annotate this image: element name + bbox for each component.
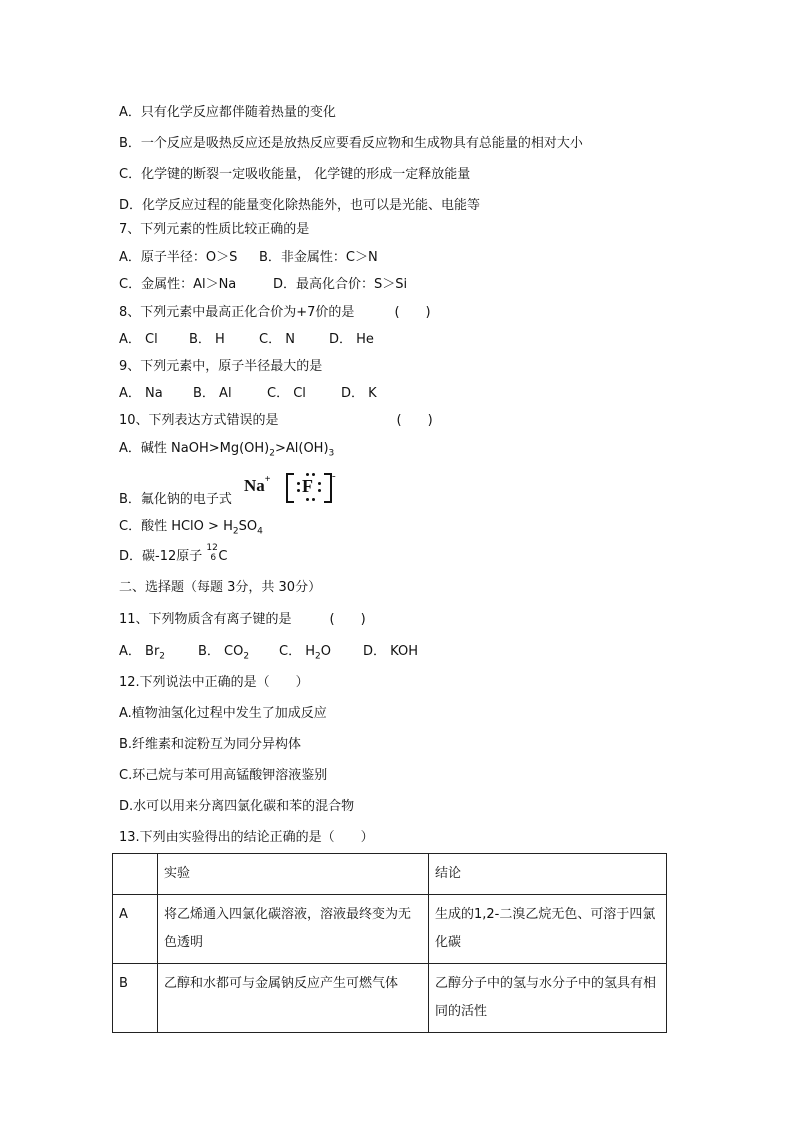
- q11-option-b-text: B． CO: [198, 644, 244, 659]
- table-row: [113, 964, 667, 1033]
- q12-option-a: A.植物油氢化过程中发生了加成反应: [119, 706, 327, 721]
- q8-answer-bracket: ( ): [394, 305, 431, 320]
- table-header-row: [113, 854, 667, 895]
- q7-options-row2: [119, 276, 407, 294]
- q10-option-a: [119, 440, 334, 458]
- carbon-symbol: C: [218, 549, 228, 564]
- subscript: 2: [232, 526, 239, 537]
- q10-option-b: B．氟化钠的电子式: [119, 492, 232, 507]
- q11-option-c-text: C． H: [279, 644, 315, 659]
- table-row: [113, 895, 667, 964]
- q6-option-a: A．只有化学反应都伴随着热量的变化: [119, 105, 336, 120]
- sodium-symbol-text: Na: [244, 476, 265, 495]
- sodium-symbol: [244, 476, 270, 496]
- electron-dot: [297, 489, 300, 492]
- q12-stem: 12.下列说法中正确的是（ ）: [119, 675, 309, 690]
- q7-option-c: C．金属性：Al＞Na: [119, 277, 237, 292]
- electron-dot: [297, 482, 300, 485]
- q8-stem: 8、下列元素中最高正化合价为+7价的是: [119, 305, 355, 320]
- q10-option-d-text: D．碳-12原子: [119, 549, 207, 564]
- table-cell: 将乙烯通入四氯化碳溶液，溶液最终变为无色透明: [158, 895, 429, 964]
- q10-option-a-text-2: >Al(OH): [274, 441, 329, 456]
- q8-option-b: B． H: [189, 332, 225, 347]
- left-bracket: [286, 473, 294, 503]
- q8-options: [119, 331, 374, 349]
- atomic-number: 6: [210, 553, 217, 563]
- electron-dot: [306, 498, 309, 501]
- table-cell: A: [113, 895, 158, 964]
- q11-option-c-text-2: O: [320, 644, 331, 659]
- q8-option-d: D． He: [329, 332, 374, 347]
- q10-stem-line: [119, 412, 433, 430]
- q8-stem-line: [119, 304, 431, 322]
- q7-stem: 7、下列元素的性质比较正确的是: [119, 222, 310, 237]
- q11-answer-bracket: ( ): [329, 612, 366, 627]
- q10-option-c-text-2: SO: [238, 519, 258, 534]
- q11-option-a-text: A． Br: [119, 644, 160, 659]
- q12-option-c: C.环己烷与苯可用高锰酸钾溶液鉴别: [119, 768, 328, 783]
- right-bracket: [324, 473, 332, 503]
- q6-option-b: B．一个反应是吸热反应还是放热反应要看反应物和生成物具有总能量的相对大小: [119, 136, 583, 151]
- subscript: 4: [257, 526, 263, 537]
- q7-option-b: B．非金属性：C＞N: [259, 250, 378, 265]
- q9-option-a: A． Na: [119, 386, 163, 401]
- q11-options: [119, 643, 418, 661]
- electron-dot: [312, 498, 315, 501]
- q9-stem: 9、下列元素中，原子半径最大的是: [119, 359, 323, 374]
- q8-option-a: A． Cl: [119, 332, 158, 347]
- q11-option-c: [279, 643, 363, 661]
- q9-option-c: C． Cl: [267, 386, 306, 401]
- q10-option-c-text: C．酸性 HClO > H: [119, 519, 233, 534]
- table-cell: 乙醇分子中的氢与水分子中的氢具有相同的活性: [429, 964, 667, 1033]
- fluorine-symbol: F: [302, 476, 313, 496]
- q7-option-a: A．原子半径：O＞S: [119, 250, 238, 265]
- q9-options: [119, 385, 377, 403]
- q10-option-a-text: A．碱性 NaOH>Mg(OH): [119, 441, 270, 456]
- table-cell: 生成的1,2-二溴乙烷无色、可溶于四氯化碳: [429, 895, 667, 964]
- subscript: 2: [243, 651, 250, 662]
- q10-option-c: [119, 518, 263, 536]
- q6-option-c: C．化学键的断裂一定吸收能量， 化学键的形成一定释放能量: [119, 167, 471, 182]
- electron-dot: [318, 482, 321, 485]
- subscript: 2: [315, 651, 321, 662]
- q10-option-d: [119, 543, 228, 566]
- q13-stem: 13.下列由实验得出的结论正确的是（ ）: [119, 830, 374, 845]
- table-cell: B: [113, 964, 158, 1033]
- subscript: 2: [159, 651, 166, 662]
- q9-option-b: B． Al: [193, 386, 232, 401]
- q12-option-d: D.水可以用来分离四氯化碳和苯的混合物: [119, 799, 355, 814]
- q9-option-d: D． K: [341, 386, 377, 401]
- section-2-heading: 二、选择题（每题 3分，共 30分）: [119, 580, 322, 595]
- q11-option-d: D． KOH: [363, 644, 418, 659]
- subscript: 2: [269, 448, 275, 459]
- q13-results-table: [112, 853, 667, 1033]
- q10-answer-bracket: ( ): [396, 413, 433, 428]
- electron-dot: [312, 473, 315, 476]
- q7-options-row1: [119, 249, 378, 267]
- q11-option-b: [198, 643, 279, 661]
- q7-option-d: D．最高化合价：S＞Si: [273, 277, 408, 292]
- table-header-cell: 实验: [158, 854, 429, 895]
- q6-option-d: D．化学反应过程的能量变化除热能外，也可以是光能、电能等: [119, 198, 481, 213]
- mass-number: 12: [206, 543, 218, 553]
- table-header-cell: 结论: [429, 854, 667, 895]
- electron-dot: [306, 473, 309, 476]
- minus-charge: -: [332, 470, 336, 482]
- sodium-fluoride-electron-formula: [242, 472, 338, 506]
- plus-charge: +: [264, 474, 271, 486]
- q8-option-c: C． N: [259, 332, 295, 347]
- electron-dot: [318, 489, 321, 492]
- isotope-notation: [206, 543, 218, 563]
- q10-stem: 10、下列表达方式错误的是: [119, 413, 279, 428]
- q11-stem: 11、下列物质含有离子键的是: [119, 612, 292, 627]
- table-header-cell: [113, 854, 158, 895]
- q11-stem-line: [119, 611, 366, 629]
- q11-option-a: [119, 643, 198, 661]
- q12-option-b: B.纤维素和淀粉互为同分异构体: [119, 737, 302, 752]
- subscript: 3: [328, 448, 335, 459]
- table-cell: 乙醇和水都可与金属钠反应产生可燃气体: [158, 964, 429, 1033]
